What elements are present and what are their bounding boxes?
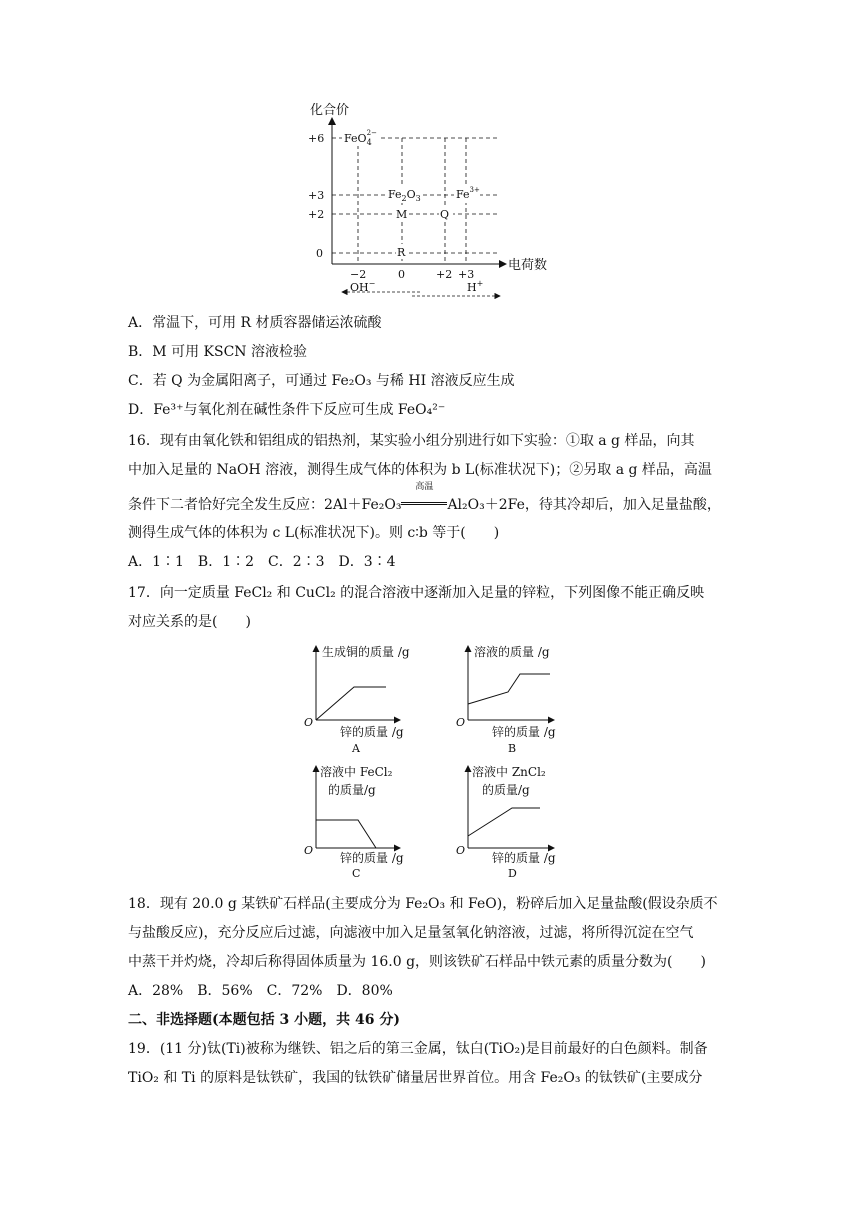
section-heading: 二、非选择题(本题包括 3 小题，共 46 分)	[128, 1012, 400, 1028]
y-tick: +3	[308, 189, 325, 202]
svg-text:溶液的质量 /g: 溶液的质量 /g	[474, 645, 550, 659]
graph-a	[304, 644, 410, 755]
svg-text:A: A	[352, 742, 360, 755]
q18-line2: 与盐酸反应)，充分反应后过滤，向滤液中加入足量氢氧化钠溶液，过滤，将所得沉淀在空气	[128, 925, 694, 941]
svg-text:O: O	[456, 716, 466, 729]
svg-text:锌的质量 /g: 锌的质量 /g	[340, 725, 404, 739]
y-tick: +6	[308, 132, 325, 145]
x-axis-label: 电荷数	[508, 258, 548, 273]
point-Q: Q	[440, 208, 450, 221]
q15-option-c: C．若 Q 为金属阳离子，可通过 Fe₂O₃ 与稀 HI 溶液反应生成	[128, 373, 515, 389]
svg-text:锌的质量 /g: 锌的质量 /g	[492, 851, 556, 865]
h-label: H+	[467, 279, 484, 294]
graph-b-curve	[468, 674, 550, 704]
valence-charge-diagram	[300, 98, 560, 304]
svg-text:C: C	[352, 867, 361, 880]
point-fe2o3: $Fe_2O_3$	[388, 188, 421, 203]
point-M: M	[396, 208, 408, 221]
y-axis-label: 化合价	[310, 103, 350, 118]
svg-text:D: D	[508, 867, 517, 880]
x-tick: −2	[350, 268, 367, 281]
svg-text:锌的质量 /g: 锌的质量 /g	[492, 725, 556, 739]
q19-line2: TiO₂ 和 Ti 的原料是钛铁矿，我国的钛铁矿储量居世界首位。用含 Fe₂O₃ 的钛铁矿(主要成分	[128, 1070, 703, 1086]
svg-text:的质量/g: 的质量/g	[328, 783, 376, 797]
q15-option-d: D．Fe³⁺与氧化剂在碱性条件下反应可生成 FeO₄²⁻	[128, 402, 446, 418]
point-fe3: $Fe^{3+}$	[456, 186, 480, 201]
reaction-condition: 高温	[401, 492, 447, 505]
graph-d-curve	[468, 808, 540, 836]
x-tick: +2	[436, 268, 453, 281]
q15-option-b: B．M 可用 KSCN 溶液检验	[128, 344, 307, 360]
svg-text:溶液中 ZnCl₂: 溶液中 ZnCl₂	[472, 765, 546, 779]
q16-equation-left: 条件下二者恰好完全发生反应：2Al＋Fe₂O₃	[128, 497, 402, 513]
q17-line1: 17．向一定质量 FeCl₂ 和 CuCl₂ 的混合溶液中逐渐加入足量的锌粒，下列图像不能正确反映	[128, 585, 705, 601]
point-feo4: FeO$_4$2−	[344, 129, 377, 147]
q19-line1: 19．(11 分)钛(Ti)被称为继铁、铝之后的第三金属，钛白(TiO₂)是目前最好的白色颜料。制备	[128, 1041, 708, 1057]
graph-a-curve	[316, 687, 386, 720]
svg-text:生成铜的质量 /g: 生成铜的质量 /g	[322, 645, 410, 659]
q16-line1: 16．现有由氧化铁和铝组成的铝热剂，某实验小组分别进行如下实验：①取 a g 样品，向其	[128, 433, 695, 449]
x-tick: 0	[398, 268, 405, 281]
y-tick: +2	[308, 208, 325, 221]
svg-text:的质量/g: 的质量/g	[482, 783, 530, 797]
graph-d	[456, 764, 556, 880]
svg-text:锌的质量 /g: 锌的质量 /g	[340, 851, 404, 865]
graph-c	[304, 764, 404, 880]
q16-options: A．1∶1 B．1∶2 C．2∶3 D．3∶4	[128, 554, 396, 570]
graph-b	[456, 644, 556, 755]
point-R: R	[397, 246, 406, 259]
q17-line2: 对应关系的是( )	[128, 614, 251, 630]
q16-line3	[128, 482, 721, 515]
q17-graphs	[300, 640, 570, 880]
q16-line2: 中加入足量的 NaOH 溶液，测得生成气体的体积为 b L(标准状况下)；②另取 a g 样品，高温	[128, 462, 712, 478]
q18-line3: 中蒸干并灼烧，冷却后称得固体质量为 16.0 g，则该铁矿石样品中铁元素的质量分数为( )	[128, 954, 706, 970]
q18-options: A．28% B．56% C．72% D．80%	[128, 983, 393, 999]
oh-label: OH−	[350, 279, 376, 294]
q16-line4: 测得生成气体的体积为 c L(标准状况下)。则 c∶b 等于( )	[128, 525, 500, 541]
q15-option-a: A．常温下，可用 R 材质容器储运浓硫酸	[128, 315, 382, 331]
svg-text:O: O	[456, 844, 466, 857]
q16-equation-right: Al₂O₃＋2Fe，待其冷却后，加入足量盐酸，	[447, 497, 721, 513]
q18-line1: 18．现有 20.0 g 某铁矿石样品(主要成分为 Fe₂O₃ 和 FeO)，粉碎后加入足量盐酸(假设杂质不	[128, 896, 718, 912]
x-tick: +3	[458, 268, 475, 281]
svg-text:O: O	[304, 844, 314, 857]
y-tick: 0	[316, 247, 323, 260]
graph-c-curve	[316, 820, 376, 848]
svg-text:B: B	[508, 742, 517, 755]
svg-text:溶液中 FeCl₂: 溶液中 FeCl₂	[320, 765, 393, 779]
svg-text:O: O	[304, 716, 314, 729]
